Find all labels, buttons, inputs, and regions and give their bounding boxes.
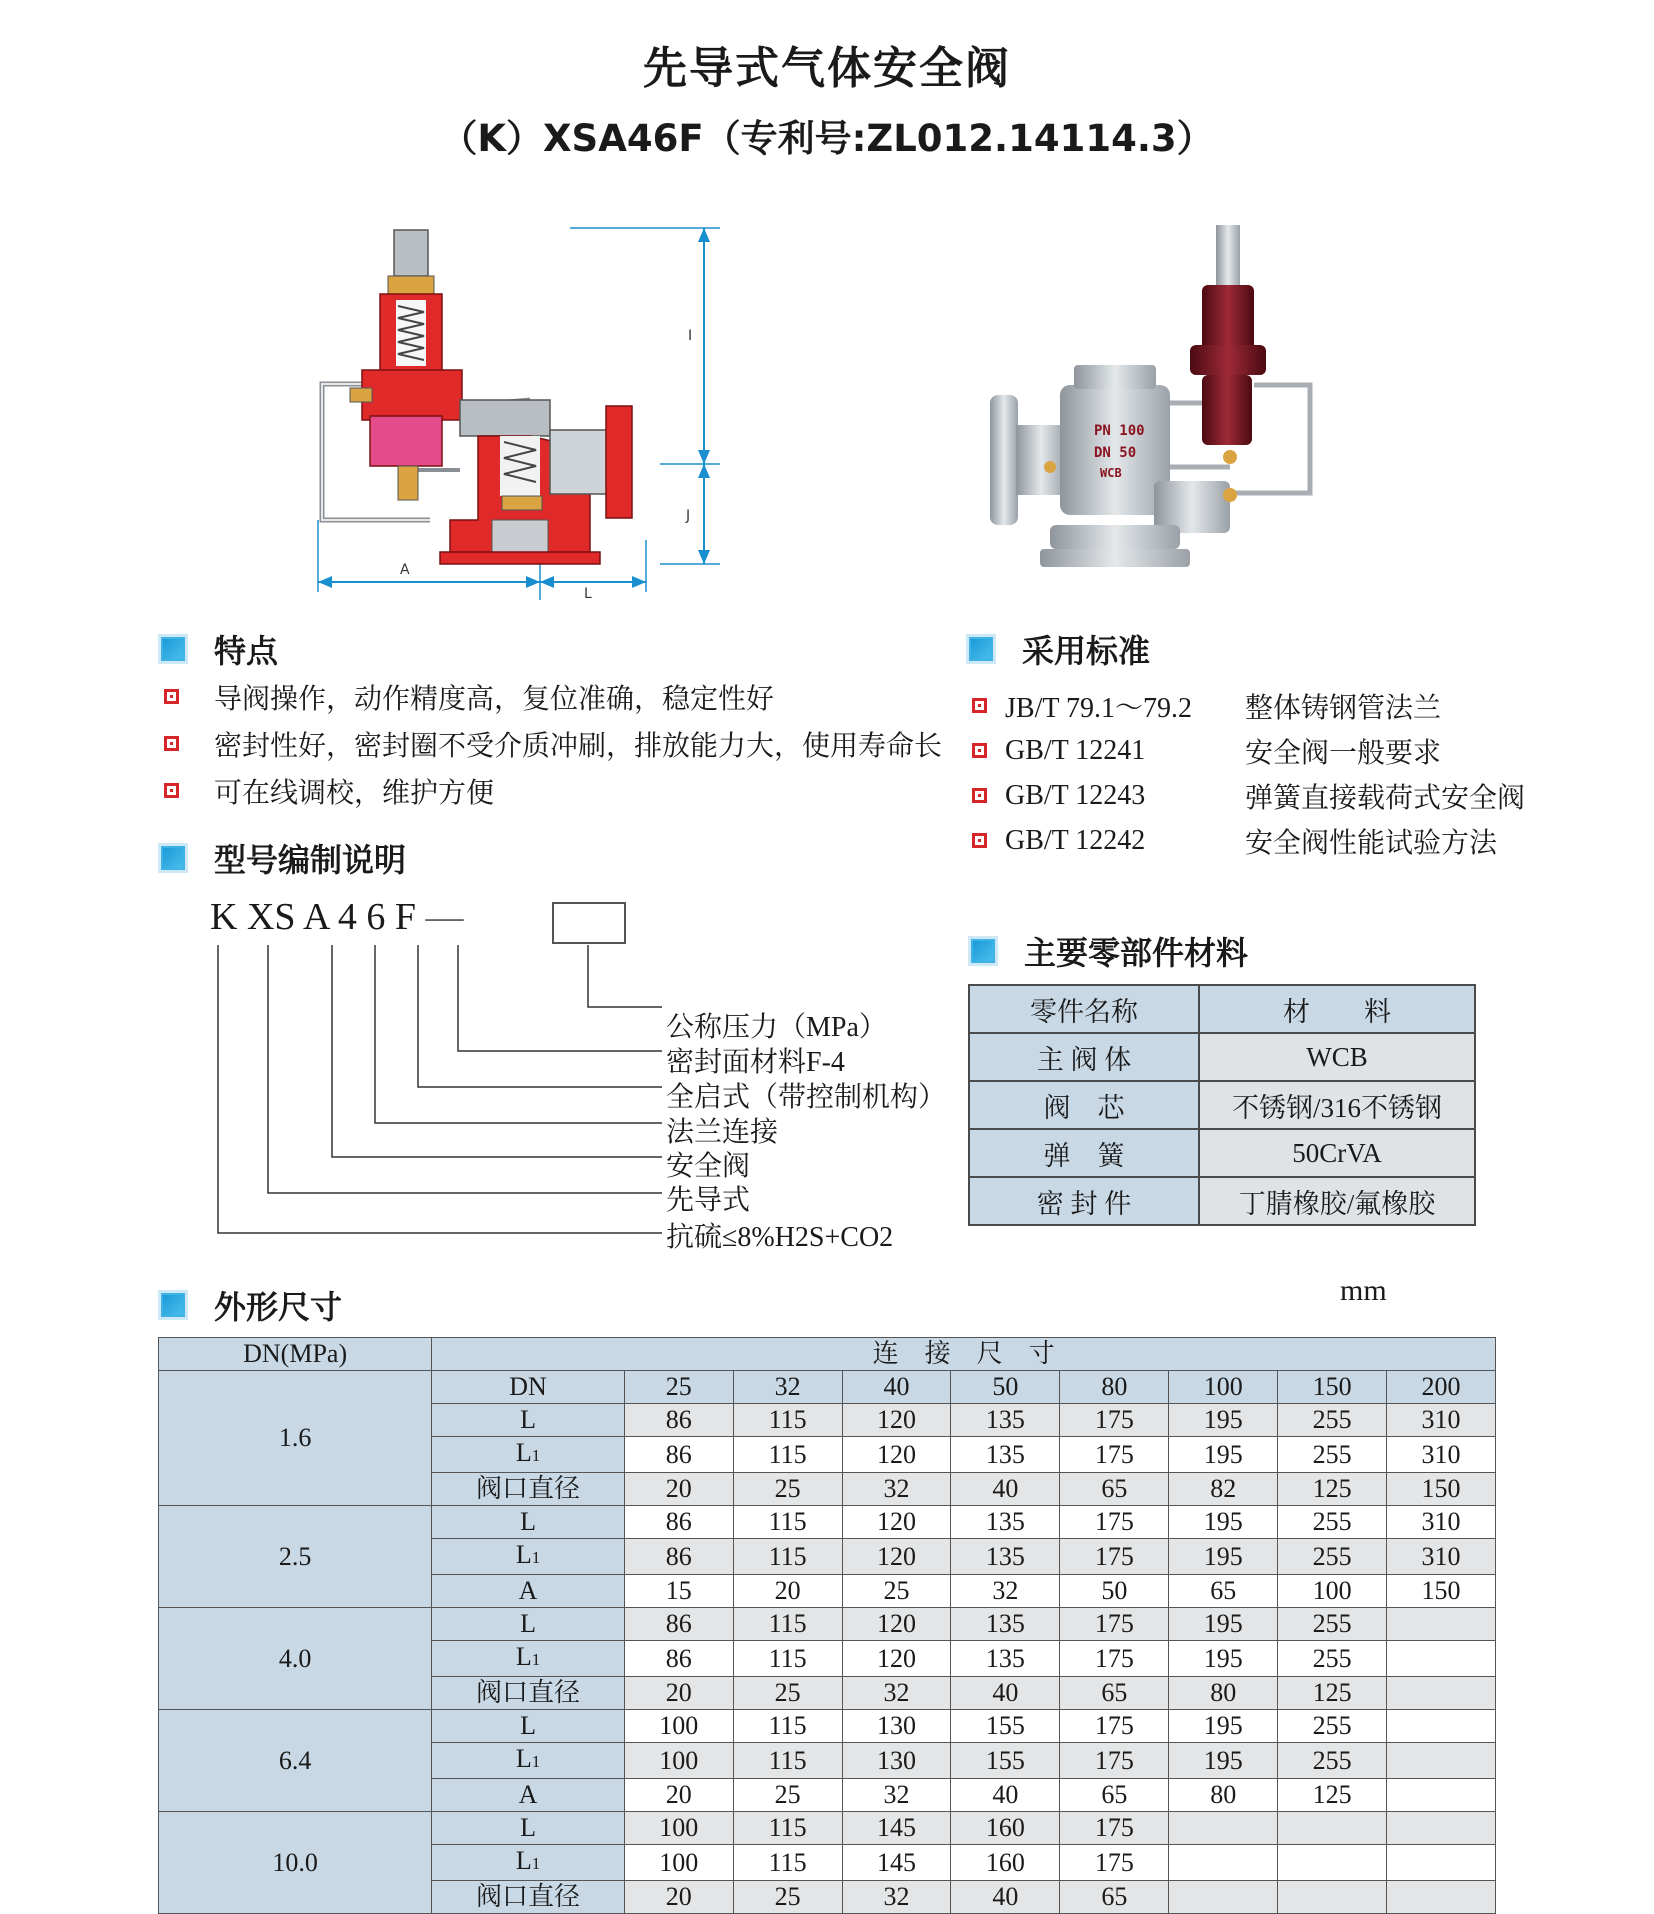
value-cell: 195 xyxy=(1169,1608,1278,1641)
model-letter: 6 xyxy=(366,896,386,938)
standards-heading xyxy=(966,626,1150,672)
value-cell: 310 xyxy=(1387,1404,1496,1437)
page-subtitle: （K）XSA46F（专利号:ZL012.14114.3） xyxy=(440,117,1214,160)
model-label-full-lift: 全启式（带控制机构） xyxy=(666,1082,947,1113)
model-letter: A xyxy=(302,896,329,938)
dim-label-j: J xyxy=(686,508,691,524)
model-letter: 4 xyxy=(337,896,357,938)
value-cell: 195 xyxy=(1169,1404,1278,1437)
standards-heading-label: 采用标准 xyxy=(1022,632,1151,670)
value-cell: 175 xyxy=(1060,1539,1169,1575)
row-label-cell: A xyxy=(432,1575,625,1608)
value-cell: 25 xyxy=(733,1881,842,1914)
list-item xyxy=(972,728,1525,773)
value-cell xyxy=(1387,1812,1496,1845)
standard-code: GB/T 12241 xyxy=(1005,734,1146,766)
list-item xyxy=(972,818,1525,863)
value-cell: 120 xyxy=(842,1608,951,1641)
materials-heading xyxy=(968,928,1248,974)
value-cell: 175 xyxy=(1060,1641,1169,1677)
table-row xyxy=(969,1177,1475,1225)
model-label-pilot: 先导式 xyxy=(666,1185,751,1216)
row-label-cell: L xyxy=(432,1710,625,1743)
bullet-square-icon xyxy=(972,743,987,758)
value-cell: 310 xyxy=(1387,1539,1496,1575)
value-cell: 86 xyxy=(624,1539,733,1575)
feature-text: 导阀操作，动作精度高，复位准确，稳定性好 xyxy=(214,681,775,715)
page-title: 先导式气体安全阀 xyxy=(643,43,1011,94)
dim-label-i: I xyxy=(688,328,693,344)
unit-label: mm xyxy=(1340,1274,1387,1307)
connect-header-cell: 连 接 尺 寸 xyxy=(432,1338,1496,1371)
value-cell: 150 xyxy=(1387,1575,1496,1608)
value-cell: 175 xyxy=(1060,1710,1169,1743)
list-item xyxy=(164,673,942,720)
valve-section-drawing xyxy=(310,220,730,600)
value-cell: 115 xyxy=(733,1539,842,1575)
model-letter: S xyxy=(274,896,296,938)
value-cell xyxy=(1387,1710,1496,1743)
value-cell xyxy=(1169,1845,1278,1881)
pressure-placeholder-box xyxy=(552,902,626,944)
value-cell: 175 xyxy=(1060,1404,1169,1437)
value-cell: 25 xyxy=(733,1779,842,1812)
material-cell: 不锈钢/316不锈钢 xyxy=(1199,1081,1475,1129)
value-cell: 135 xyxy=(951,1437,1060,1473)
dn-value-cell: 50 xyxy=(951,1371,1060,1404)
bullet-square-icon xyxy=(164,783,179,798)
value-cell: 100 xyxy=(1278,1575,1387,1608)
row-label-cell: DN xyxy=(432,1371,625,1404)
value-cell: 100 xyxy=(624,1743,733,1779)
value-cell: 130 xyxy=(842,1710,951,1743)
value-cell: 135 xyxy=(951,1404,1060,1437)
model-label-safety-valve: 安全阀 xyxy=(666,1151,751,1182)
value-cell: 255 xyxy=(1278,1608,1387,1641)
model-letter: X xyxy=(246,896,275,938)
table-row xyxy=(969,985,1475,1033)
model-leader-lines xyxy=(200,945,670,1245)
value-cell: 65 xyxy=(1060,1677,1169,1710)
value-cell: 255 xyxy=(1278,1437,1387,1473)
standards-list xyxy=(972,683,1525,863)
plate-line-dn: DN 50 xyxy=(1094,445,1137,461)
section-square-icon xyxy=(968,936,998,966)
features-heading-label: 特点 xyxy=(214,632,279,670)
standard-desc: 安全阀性能试验方法 xyxy=(1245,825,1498,859)
value-cell: 145 xyxy=(842,1812,951,1845)
value-cell: 115 xyxy=(733,1437,842,1473)
value-cell: 175 xyxy=(1060,1506,1169,1539)
model-heading xyxy=(158,835,406,881)
table-header-cell: 零件名称 xyxy=(969,985,1199,1033)
model-letter: F xyxy=(394,896,416,938)
table-row xyxy=(159,1506,1496,1539)
value-cell: 32 xyxy=(842,1473,951,1506)
pressure-cell: 1.6 xyxy=(159,1371,432,1506)
value-cell: 20 xyxy=(624,1779,733,1812)
standard-code: JB/T 79.1～79.2 xyxy=(1005,692,1192,724)
model-heading-label: 型号编制说明 xyxy=(214,841,407,879)
valve-product-photo xyxy=(990,225,1330,570)
table-row xyxy=(159,1812,1496,1845)
part-name-cell: 主 阀 体 xyxy=(969,1033,1199,1081)
row-label-cell: 阀口直径 xyxy=(432,1677,625,1710)
value-cell: 195 xyxy=(1169,1641,1278,1677)
dn-value-cell: 80 xyxy=(1060,1371,1169,1404)
row-label-cell: L1 xyxy=(432,1641,625,1677)
value-cell: 82 xyxy=(1169,1473,1278,1506)
value-cell: 255 xyxy=(1278,1641,1387,1677)
value-cell: 195 xyxy=(1169,1506,1278,1539)
table-row xyxy=(969,1033,1475,1081)
value-cell: 65 xyxy=(1060,1881,1169,1914)
value-cell: 125 xyxy=(1278,1677,1387,1710)
value-cell: 175 xyxy=(1060,1812,1169,1845)
model-label-flange: 法兰连接 xyxy=(666,1117,779,1148)
value-cell: 86 xyxy=(624,1404,733,1437)
plate-line-material: WCB xyxy=(1100,466,1122,480)
value-cell: 195 xyxy=(1169,1437,1278,1473)
value-cell: 32 xyxy=(951,1575,1060,1608)
material-cell: 丁腈橡胶/氟橡胶 xyxy=(1199,1177,1475,1225)
model-label-pressure: 公称压力（MPa） xyxy=(666,1012,887,1043)
table-row xyxy=(159,1710,1496,1743)
part-name-cell: 弹 簧 xyxy=(969,1129,1199,1177)
value-cell: 20 xyxy=(733,1575,842,1608)
value-cell: 65 xyxy=(1060,1779,1169,1812)
value-cell: 120 xyxy=(842,1404,951,1437)
dn-value-cell: 25 xyxy=(624,1371,733,1404)
list-item xyxy=(164,767,942,814)
value-cell: 125 xyxy=(1278,1779,1387,1812)
pressure-cell: 10.0 xyxy=(159,1812,432,1914)
list-item xyxy=(972,773,1525,818)
value-cell: 135 xyxy=(951,1539,1060,1575)
model-code xyxy=(210,895,463,939)
section-square-icon xyxy=(158,1290,188,1320)
value-cell: 125 xyxy=(1278,1473,1387,1506)
standard-code: GB/T 12242 xyxy=(1005,824,1146,856)
material-cell: 50CrVA xyxy=(1199,1129,1475,1177)
value-cell: 175 xyxy=(1060,1743,1169,1779)
value-cell: 175 xyxy=(1060,1608,1169,1641)
value-cell: 40 xyxy=(951,1677,1060,1710)
features-heading xyxy=(158,626,278,672)
materials-heading-label: 主要零部件材料 xyxy=(1024,934,1249,972)
value-cell: 255 xyxy=(1278,1710,1387,1743)
model-label-seal: 密封面材料F-4 xyxy=(666,1047,845,1078)
value-cell: 80 xyxy=(1169,1677,1278,1710)
value-cell: 65 xyxy=(1060,1473,1169,1506)
value-cell: 20 xyxy=(624,1881,733,1914)
section-square-icon xyxy=(158,843,188,873)
value-cell: 115 xyxy=(733,1641,842,1677)
row-label-cell: L1 xyxy=(432,1539,625,1575)
dimensions-heading xyxy=(158,1282,342,1328)
model-letter: K xyxy=(210,896,238,938)
bullet-square-icon xyxy=(972,698,987,713)
bullet-square-icon xyxy=(164,736,179,751)
value-cell: 175 xyxy=(1060,1845,1169,1881)
table-header-cell: 材 料 xyxy=(1199,985,1475,1033)
bullet-square-icon xyxy=(972,788,987,803)
part-name-cell: 阀 芯 xyxy=(969,1081,1199,1129)
value-cell xyxy=(1387,1608,1496,1641)
bullet-square-icon xyxy=(972,833,987,848)
value-cell: 80 xyxy=(1169,1779,1278,1812)
value-cell xyxy=(1169,1881,1278,1914)
value-cell: 25 xyxy=(733,1677,842,1710)
section-square-icon xyxy=(158,634,188,664)
features-list xyxy=(164,673,942,814)
value-cell xyxy=(1169,1812,1278,1845)
value-cell xyxy=(1387,1845,1496,1881)
value-cell: 115 xyxy=(733,1506,842,1539)
value-cell: 86 xyxy=(624,1641,733,1677)
value-cell: 160 xyxy=(951,1812,1060,1845)
value-cell: 65 xyxy=(1169,1575,1278,1608)
value-cell xyxy=(1278,1845,1387,1881)
value-cell xyxy=(1278,1881,1387,1914)
table-row xyxy=(159,1371,1496,1404)
pressure-cell: 6.4 xyxy=(159,1710,432,1812)
value-cell: 100 xyxy=(624,1812,733,1845)
model-dash: — xyxy=(425,896,464,938)
value-cell: 86 xyxy=(624,1608,733,1641)
dimensions-table xyxy=(158,1337,1496,1914)
value-cell: 195 xyxy=(1169,1539,1278,1575)
feature-text: 密封性好，密封圈不受介质冲刷，排放能力大，使用寿命长 xyxy=(214,728,943,762)
plate-line-pn: PN 100 xyxy=(1094,423,1145,439)
row-label-cell: L xyxy=(432,1506,625,1539)
dn-value-cell: 32 xyxy=(733,1371,842,1404)
value-cell: 255 xyxy=(1278,1539,1387,1575)
row-label-cell: L xyxy=(432,1608,625,1641)
value-cell: 195 xyxy=(1169,1710,1278,1743)
value-cell: 40 xyxy=(951,1881,1060,1914)
value-cell: 50 xyxy=(1060,1575,1169,1608)
table-row xyxy=(969,1129,1475,1177)
value-cell: 20 xyxy=(624,1677,733,1710)
value-cell: 135 xyxy=(951,1506,1060,1539)
value-cell xyxy=(1387,1743,1496,1779)
value-cell xyxy=(1387,1677,1496,1710)
value-cell: 86 xyxy=(624,1437,733,1473)
dimensions-heading-label: 外形尺寸 xyxy=(214,1288,343,1326)
value-cell: 120 xyxy=(842,1437,951,1473)
row-label-cell: L xyxy=(432,1404,625,1437)
value-cell: 155 xyxy=(951,1710,1060,1743)
value-cell: 100 xyxy=(624,1710,733,1743)
list-item xyxy=(972,683,1525,728)
pressure-cell: 2.5 xyxy=(159,1506,432,1608)
table-header-row xyxy=(159,1338,1496,1371)
value-cell: 120 xyxy=(842,1641,951,1677)
value-cell: 20 xyxy=(624,1473,733,1506)
model-label-sulfur: 抗硫≤8%H2S+CO2 xyxy=(666,1222,894,1253)
value-cell: 115 xyxy=(733,1608,842,1641)
value-cell: 155 xyxy=(951,1743,1060,1779)
value-cell: 32 xyxy=(842,1779,951,1812)
dn-value-cell: 100 xyxy=(1169,1371,1278,1404)
feature-text: 可在线调校，维护方便 xyxy=(214,775,495,809)
dn-value-cell: 40 xyxy=(842,1371,951,1404)
dim-label-l: L xyxy=(584,586,592,600)
value-cell: 130 xyxy=(842,1743,951,1779)
value-cell: 115 xyxy=(733,1743,842,1779)
dn-value-cell: 150 xyxy=(1278,1371,1387,1404)
value-cell: 115 xyxy=(733,1845,842,1881)
value-cell: 86 xyxy=(624,1506,733,1539)
value-cell: 195 xyxy=(1169,1743,1278,1779)
value-cell: 120 xyxy=(842,1539,951,1575)
dn-value-cell: 200 xyxy=(1387,1371,1496,1404)
value-cell: 15 xyxy=(624,1575,733,1608)
standard-desc: 整体铸钢管法兰 xyxy=(1245,690,1442,724)
value-cell xyxy=(1278,1812,1387,1845)
value-cell: 120 xyxy=(842,1506,951,1539)
value-cell xyxy=(1387,1779,1496,1812)
value-cell: 145 xyxy=(842,1845,951,1881)
value-cell: 115 xyxy=(733,1710,842,1743)
pressure-cell: 4.0 xyxy=(159,1608,432,1710)
value-cell: 150 xyxy=(1387,1473,1496,1506)
row-label-cell: A xyxy=(432,1779,625,1812)
value-cell: 32 xyxy=(842,1881,951,1914)
dim-label-a: A xyxy=(400,562,410,578)
bullet-square-icon xyxy=(164,689,179,704)
row-label-cell: L1 xyxy=(432,1437,625,1473)
pressure-header-cell: DN(MPa) xyxy=(159,1338,432,1371)
part-name-cell: 密 封 件 xyxy=(969,1177,1199,1225)
value-cell: 310 xyxy=(1387,1506,1496,1539)
value-cell: 115 xyxy=(733,1404,842,1437)
table-row xyxy=(969,1081,1475,1129)
value-cell: 40 xyxy=(951,1473,1060,1506)
value-cell: 160 xyxy=(951,1845,1060,1881)
materials-table xyxy=(968,984,1476,1226)
value-cell: 40 xyxy=(951,1779,1060,1812)
row-label-cell: L xyxy=(432,1812,625,1845)
list-item xyxy=(164,720,942,767)
value-cell: 255 xyxy=(1278,1506,1387,1539)
value-cell: 255 xyxy=(1278,1743,1387,1779)
row-label-cell: L1 xyxy=(432,1743,625,1779)
value-cell xyxy=(1387,1881,1496,1914)
row-label-cell: 阀口直径 xyxy=(432,1473,625,1506)
value-cell: 175 xyxy=(1060,1437,1169,1473)
row-label-cell: 阀口直径 xyxy=(432,1881,625,1914)
standard-code: GB/T 12243 xyxy=(1005,779,1146,811)
standard-desc: 弹簧直接载荷式安全阀 xyxy=(1245,780,1526,814)
section-square-icon xyxy=(966,634,996,664)
material-cell: WCB xyxy=(1199,1033,1475,1081)
value-cell: 100 xyxy=(624,1845,733,1881)
value-cell: 135 xyxy=(951,1608,1060,1641)
value-cell: 25 xyxy=(733,1473,842,1506)
value-cell xyxy=(1387,1641,1496,1677)
value-cell: 135 xyxy=(951,1641,1060,1677)
value-cell: 25 xyxy=(842,1575,951,1608)
value-cell: 310 xyxy=(1387,1437,1496,1473)
value-cell: 32 xyxy=(842,1677,951,1710)
row-label-cell: L1 xyxy=(432,1845,625,1881)
standard-desc: 安全阀一般要求 xyxy=(1245,735,1442,769)
value-cell: 115 xyxy=(733,1812,842,1845)
table-row xyxy=(159,1608,1496,1641)
value-cell: 255 xyxy=(1278,1404,1387,1437)
